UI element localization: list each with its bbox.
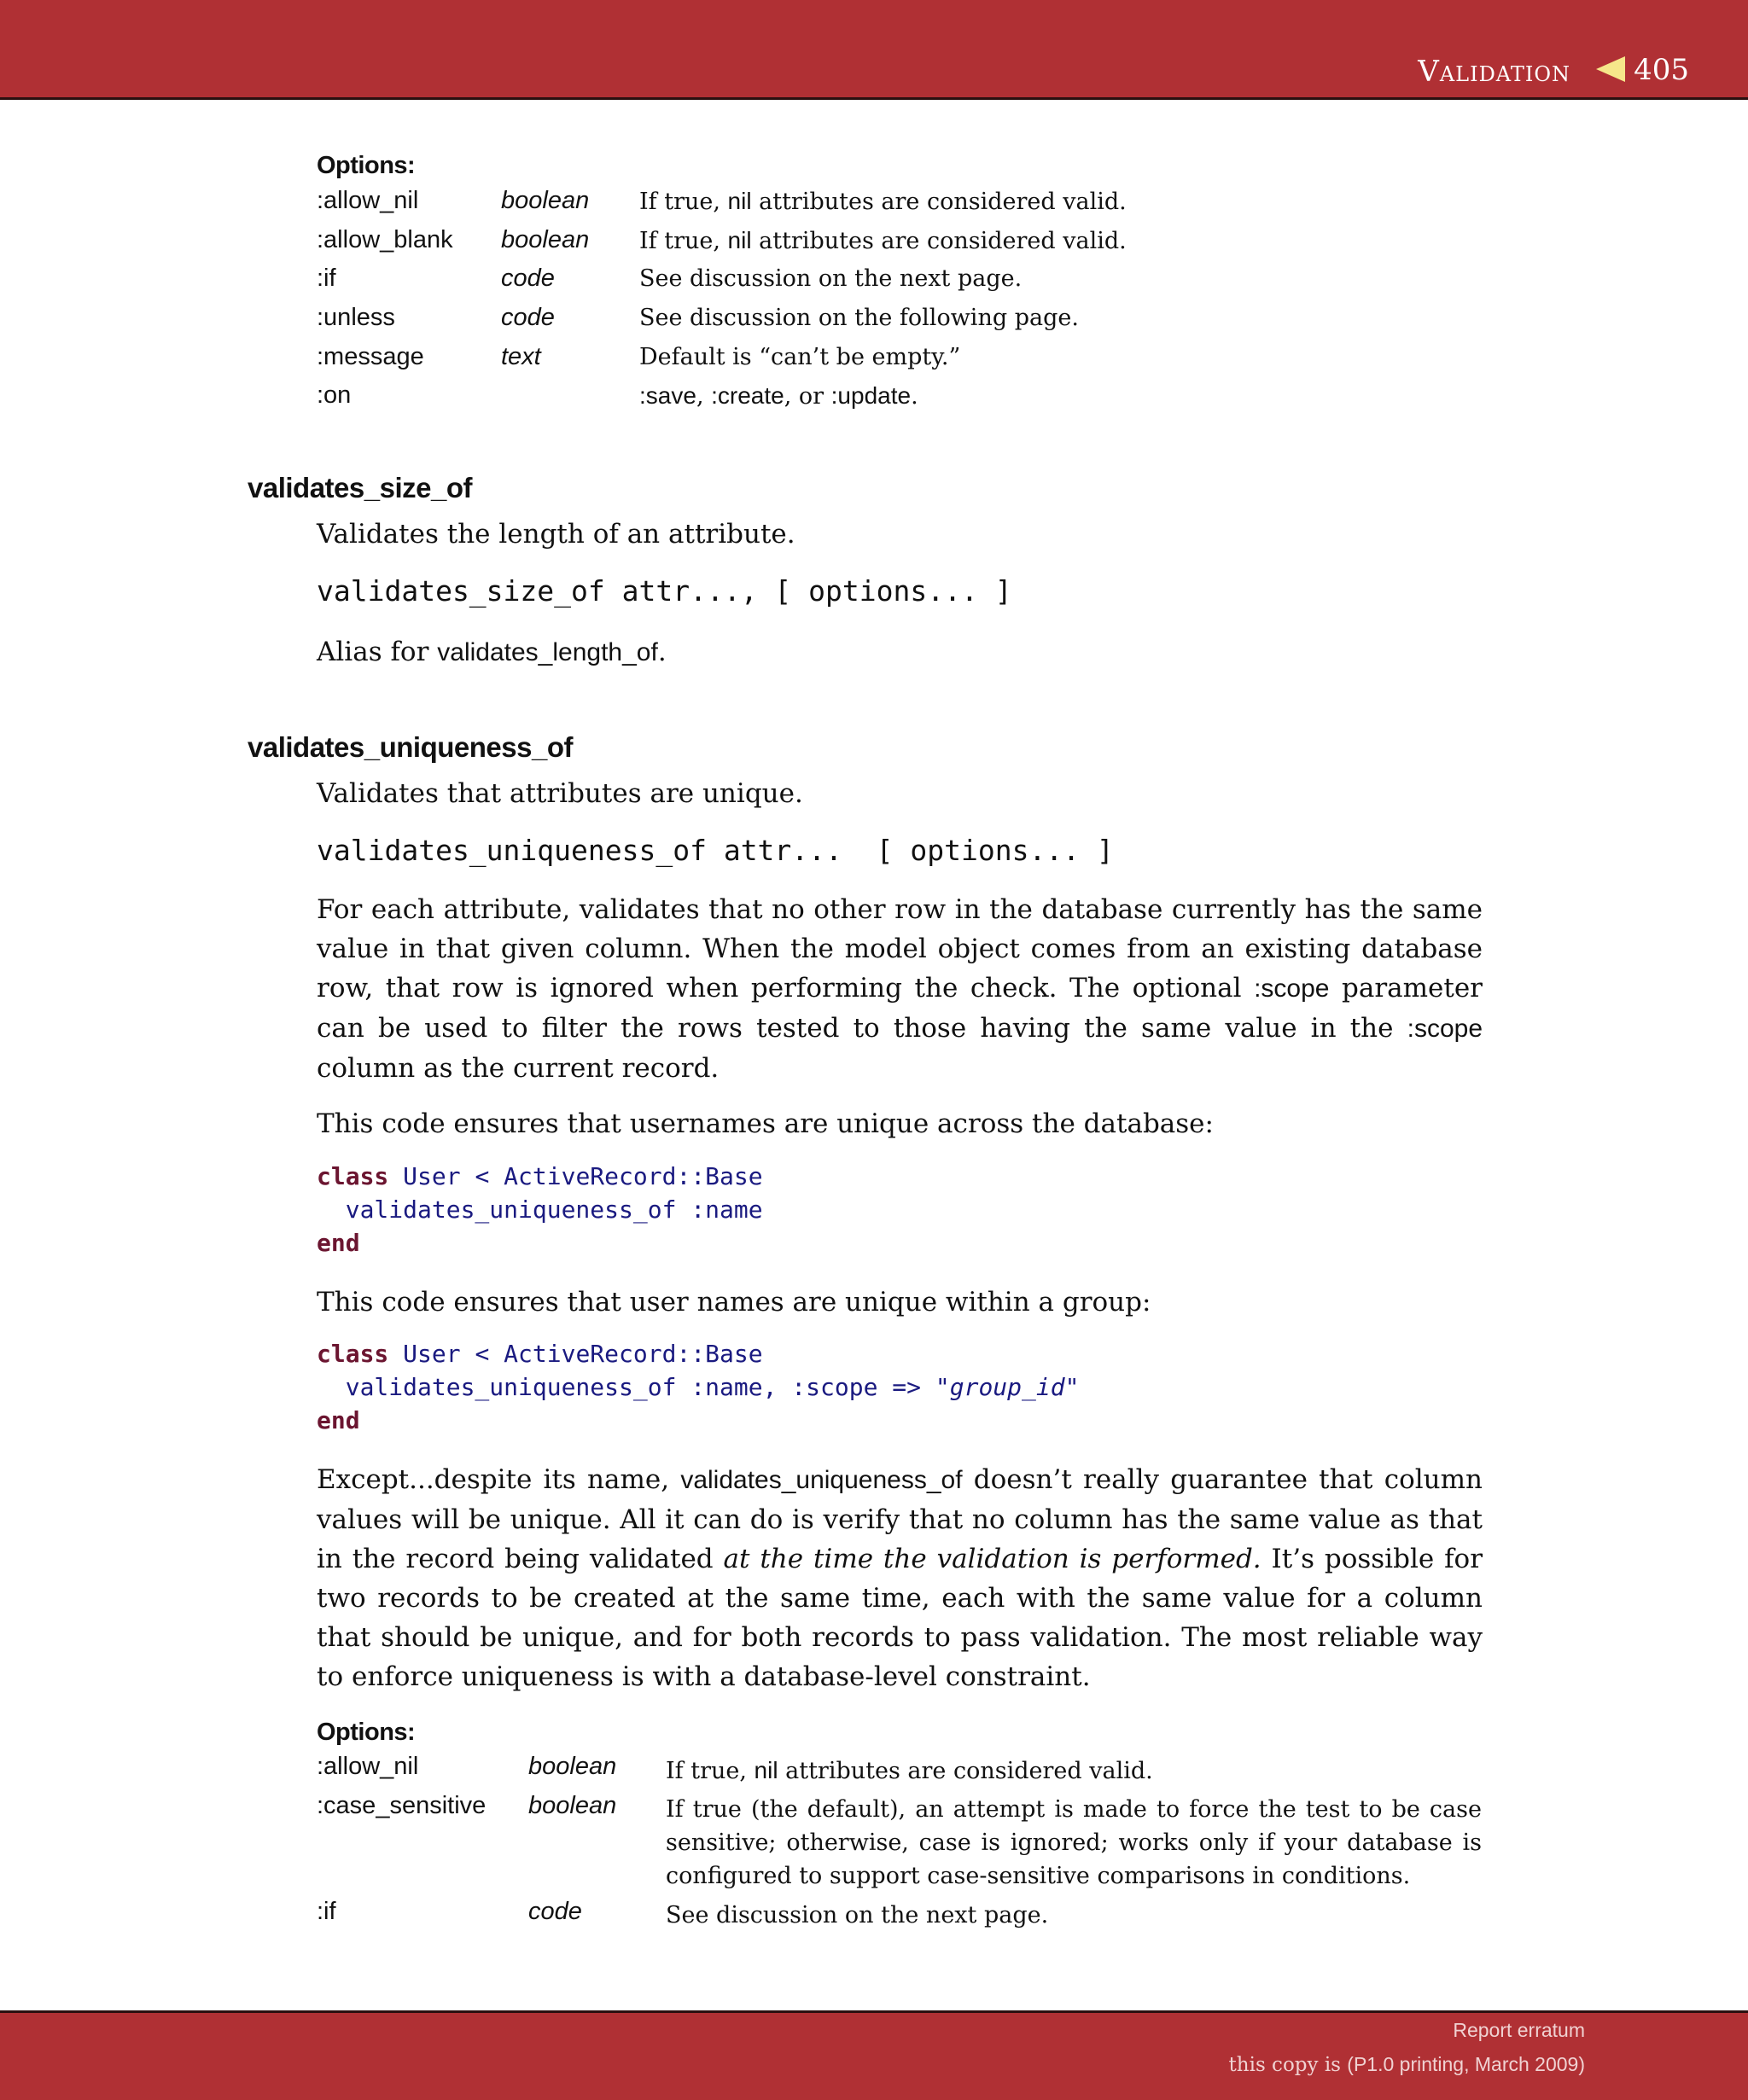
option-name: :allow_nil xyxy=(317,1753,419,1780)
page-number: 405 xyxy=(1634,53,1689,87)
option-desc: If true, nil attributes are considered valid. xyxy=(639,227,1127,254)
option-desc: See discussion on the following page. xyxy=(639,305,1079,331)
option-name: :allow_nil xyxy=(317,187,419,214)
option-row xyxy=(317,226,1170,260)
paragraph: This code ensures that user names are unique within a group: xyxy=(317,1287,1151,1318)
option-type: boolean xyxy=(501,226,590,253)
option-row xyxy=(317,187,1170,221)
option-row xyxy=(317,343,1170,377)
option-row xyxy=(317,265,1170,299)
option-desc: See discussion on the next page. xyxy=(666,1902,1049,1928)
copy-info: this copy is (P1.0 printing, March 2009) xyxy=(1228,2053,1585,2076)
option-name: :if xyxy=(317,265,336,292)
paragraph: This code ensures that usernames are unique across the database: xyxy=(317,1108,1214,1139)
paragraph: Except...despite its name, validates_uniqueness_of doesn’t really guarantee that column values will be unique. All it can do is verify that no column has the same value as that in the record being validated at the time the validation is performed. It’s possible for two records to be created at the same time, each with the same value for a column that should be unique, and for both records to pass validation. The most reliable way to enforce uniqueness is with a database-level constraint. xyxy=(317,1464,1483,1692)
option-desc: If true, nil attributes are considered valid. xyxy=(666,1757,1153,1784)
code-line: class User < ActiveRecord::Base xyxy=(317,1162,763,1190)
method-heading: validates_size_of xyxy=(248,472,472,503)
option-desc: If true (the default), an attempt is made to force the test to be case sensitive; otherwise, case is ignored; works only if your database is configured to support case-sensitive comparisons in conditions. xyxy=(666,1796,1482,1889)
option-type: text xyxy=(501,343,541,370)
option-name: :message xyxy=(317,343,424,370)
option-row xyxy=(317,381,1170,416)
option-desc: Default is “can’t be empty.” xyxy=(639,344,961,370)
section-title: Validation xyxy=(1418,55,1570,89)
option-name: :case_sensitive xyxy=(317,1792,487,1819)
alias-note: Alias for validates_length_of. xyxy=(317,637,667,667)
option-type: code xyxy=(501,265,555,292)
method-summary: Validates that attributes are unique. xyxy=(317,778,803,809)
option-type: boolean xyxy=(528,1753,617,1780)
code-line: validates_uniqueness_of :name, :scope => "group_id" xyxy=(317,1373,1080,1401)
method-summary: Validates the length of an attribute. xyxy=(317,519,795,550)
option-name: :allow_blank xyxy=(317,226,453,253)
option-desc: :save, :create, or :update. xyxy=(639,382,918,410)
method-heading: validates_uniqueness_of xyxy=(248,731,573,763)
option-type: boolean xyxy=(501,187,590,214)
options-label: Options: xyxy=(317,152,416,179)
method-synopsis: validates_uniqueness_of attr... [ options... ] xyxy=(317,834,1114,867)
code-line: end xyxy=(317,1406,360,1434)
option-name: :unless xyxy=(317,304,395,331)
option-desc: See discussion on the next page. xyxy=(639,265,1023,292)
option-name: :on xyxy=(317,381,352,409)
back-arrow-icon[interactable] xyxy=(1596,56,1625,82)
options-label: Options: xyxy=(317,1719,416,1746)
option-desc: If true, nil attributes are considered valid. xyxy=(639,188,1127,215)
option-row xyxy=(317,304,1170,338)
code-line: validates_uniqueness_of :name xyxy=(317,1195,763,1224)
option-type: boolean xyxy=(528,1792,617,1819)
code-line: class User < ActiveRecord::Base xyxy=(317,1340,763,1368)
option-type: code xyxy=(501,304,555,331)
option-name: :if xyxy=(317,1898,336,1925)
method-synopsis: validates_size_of attr..., [ options... ] xyxy=(317,574,1012,608)
paragraph: For each attribute, validates that no other row in the database currently has the same value in that given column. When the model object comes from an existing database row, that row is ignored when performing the check. The optional :scope parameter can be used to filter the rows tested to those having the same value in the :scope column as the current record. xyxy=(317,894,1483,1084)
report-erratum-link[interactable]: Report erratum xyxy=(1453,2019,1585,2041)
code-line: end xyxy=(317,1229,360,1257)
option-type: code xyxy=(528,1898,582,1925)
